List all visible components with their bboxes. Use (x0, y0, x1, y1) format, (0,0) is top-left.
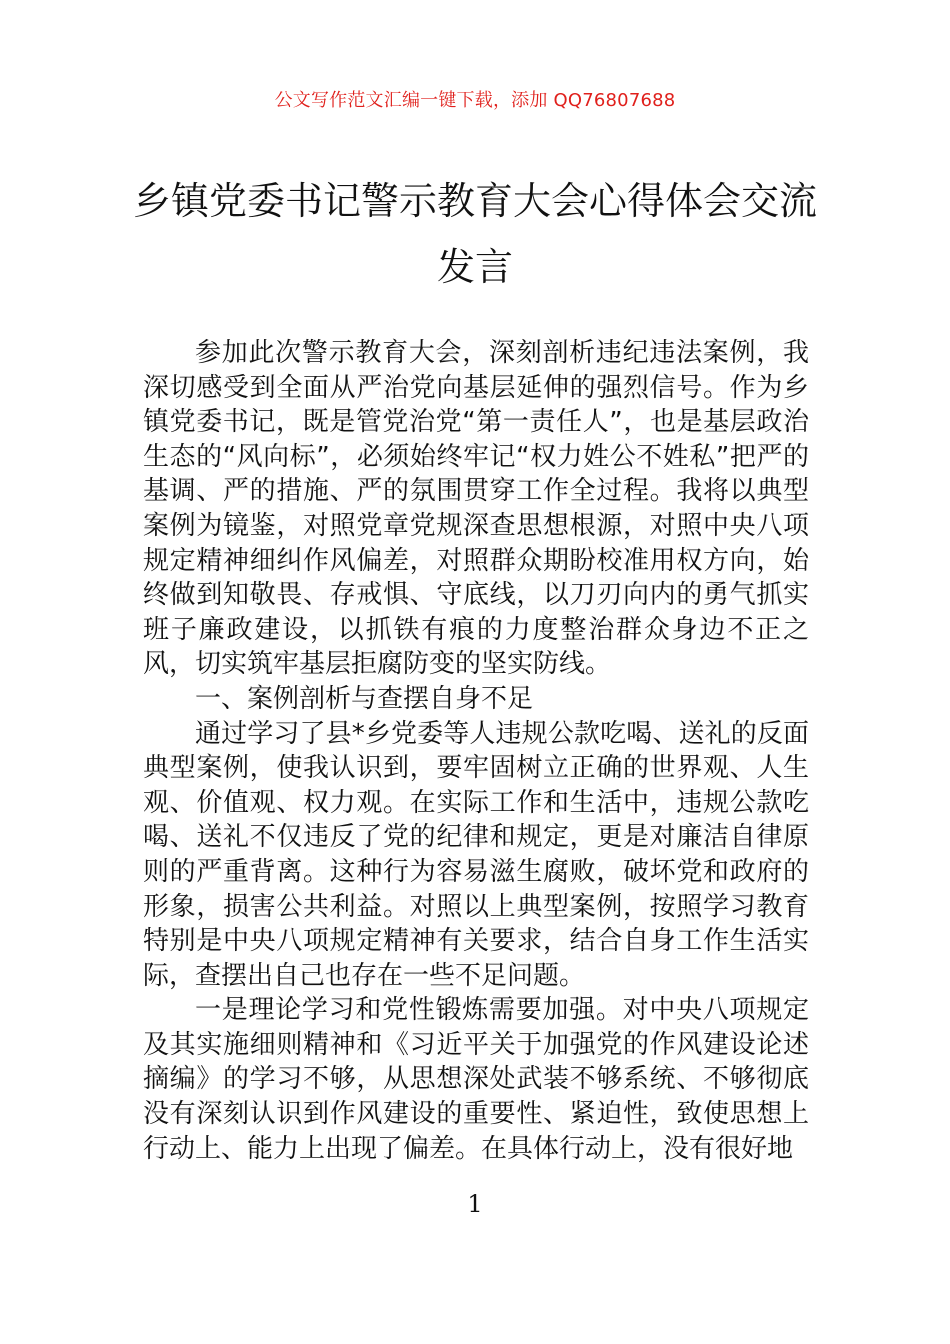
document-title: 乡镇党委书记警示教育大会心得体会交流发言 (132, 179, 817, 289)
document-body (143, 336, 809, 1166)
download-notice: 公文写作范文汇编一键下载，添加 QQ76807688 (274, 90, 676, 111)
intro-paragraph: 参加此次警示教育大会，深刻剖析违纪违法案例，我深切感受到全面从严治党向基层延伸的强烈信号。作为乡镇党委书记，既是管党治党“第一责任人”，也是基层政治生态的“风向标”，必须始终牢记“权力姓公不姓私”把严的基调、严的措施、严的氛围贯穿工作全过程。我将以典型案例为镜鉴，对照党章党规深查思想根源，对照中央八项规定精神细纠作风偏差，对照群众期盼校准用权方向，始终做到知敬畏、存戒惧、守底线，以刀刃向内的勇气抓实班子廉政建设，以抓铁有痕的力度整治群众身边不正之风，切实筑牢基层拒腐防变的坚实防线。 (143, 338, 809, 680)
case-analysis-paragraph: 通过学习了县*乡党委等人违规公款吃喝、送礼的反面典型案例，使我认识到，要牢固树立正确的世界观、人生观、价值观、权力观。在实际工作和生活中，违规公款吃喝、送礼不仅违反了党的纪律和规定，更是对廉洁自律原则的严重背离。这种行为容易滋生腐败，破坏党和政府的形象，损害公共利益。对照以上典型案例，按照学习教育特别是中央八项规定精神有关要求，结合自身工作生活实际，查摆出自己也存在一些不足问题。 (143, 718, 809, 991)
page-number: 1 (467, 1190, 483, 1218)
theory-study-paragraph: 一是理论学习和党性锻炼需要加强。对中央八项规定及其实施细则精神和《习近平关于加强党的作风建设论述摘编》的学习不够，从思想深处武装不够系统、不够彻底没有深刻认识到作风建设的重要性、紧迫性，致使思想上行动上、能力上出现了偏差。在具体行动上，没有很好地 (143, 995, 809, 1164)
section-heading: 一、案例剖析与查摆自身不足 (195, 683, 534, 714)
